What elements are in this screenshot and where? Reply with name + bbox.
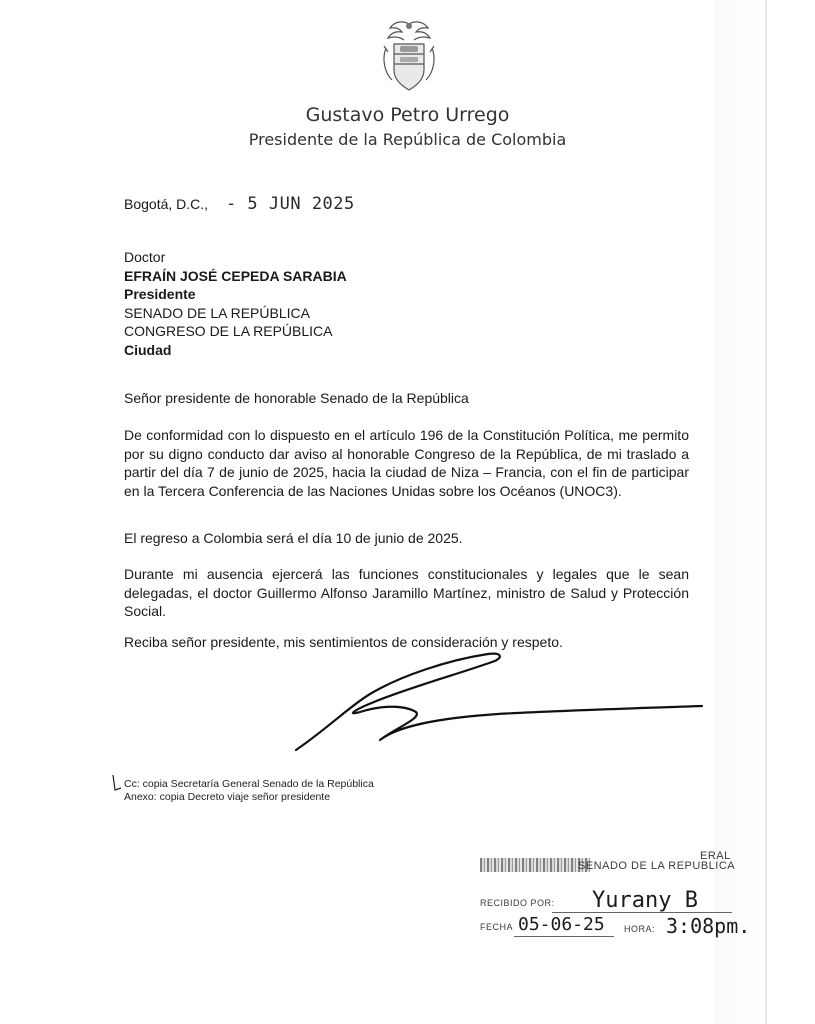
- greeting: Señor presidente de honorable Senado de la República: [124, 390, 469, 406]
- stamp-org-right: ERAL: [700, 850, 731, 862]
- paragraph-3: Durante mi ausencia ejercerá las funciones constitucionales y legales que le sean delegadas, el doctor Guillermo Alfonso Jaramillo Martínez, ministro de Salud y Protección Social.: [124, 566, 689, 619]
- recipient-org-senate: SENADO DE LA REPÚBLICA: [124, 304, 310, 321]
- received-stamp: [474, 852, 774, 942]
- stamp-date-underline: [514, 936, 614, 937]
- recipient-city: Ciudad: [124, 341, 172, 358]
- stamp-org-name: SENADO DE LA REPUBLICA: [578, 860, 736, 872]
- paragraph-1: De conformidad con lo dispuesto en el artículo 196 de la Constitución Política, me permito por su digno conducto dar aviso al honorable Congreso de la República, de mi traslado a partir del día 7 de junio de 2025, hacia la ciudad de Niza – Francia, con el fin de participar en la Tercera Conferencia de las Naciones Unidas sobre los Océanos (UNOC3).: [124, 427, 689, 499]
- date-stamp: - 5 JUN 2025: [225, 194, 355, 214]
- cc-line: Cc: copia Secretaría General Senado de la República: [124, 778, 374, 790]
- closing: Reciba señor presidente, mis sentimientos de consideración y respeto.: [124, 634, 563, 650]
- recipient-org-congress: CONGRESO DE LA REPÚBLICA: [124, 323, 333, 339]
- date-place: Bogotá, D.C.,: [124, 196, 209, 212]
- stamp-received-by: Yurany B: [592, 888, 698, 913]
- recipient-block: [124, 248, 347, 359]
- date-line: [124, 194, 355, 214]
- paragraph-2: El regreso a Colombia será el día 10 de junio de 2025.: [124, 530, 463, 546]
- coat-of-arms-icon: [376, 18, 442, 94]
- stamp-date-value: 05-06-25: [518, 914, 605, 935]
- footer-copies: [112, 778, 374, 804]
- stamp-barcode: [480, 858, 590, 872]
- check-mark-icon: [112, 774, 122, 792]
- recipient-role: Presidente: [124, 286, 196, 302]
- letterhead-title: Presidente de la República de Colombia: [248, 130, 567, 149]
- signature: [288, 646, 708, 756]
- letterhead-name: Gustavo Petro Urrego: [305, 104, 510, 126]
- stamp-date-label: FECHA: [480, 922, 514, 932]
- stamp-received-label: RECIBIDO POR:: [480, 898, 555, 908]
- stamp-time-value: 3:08pm.: [666, 914, 751, 938]
- recipient-name: EFRAÍN JOSÉ CEPEDA SARABIA: [124, 267, 347, 284]
- recipient-salutation: Doctor: [124, 249, 166, 265]
- stamp-time-label: HORA:: [624, 924, 656, 934]
- annex-line: Anexo: copia Decreto viaje señor presidente: [124, 791, 331, 803]
